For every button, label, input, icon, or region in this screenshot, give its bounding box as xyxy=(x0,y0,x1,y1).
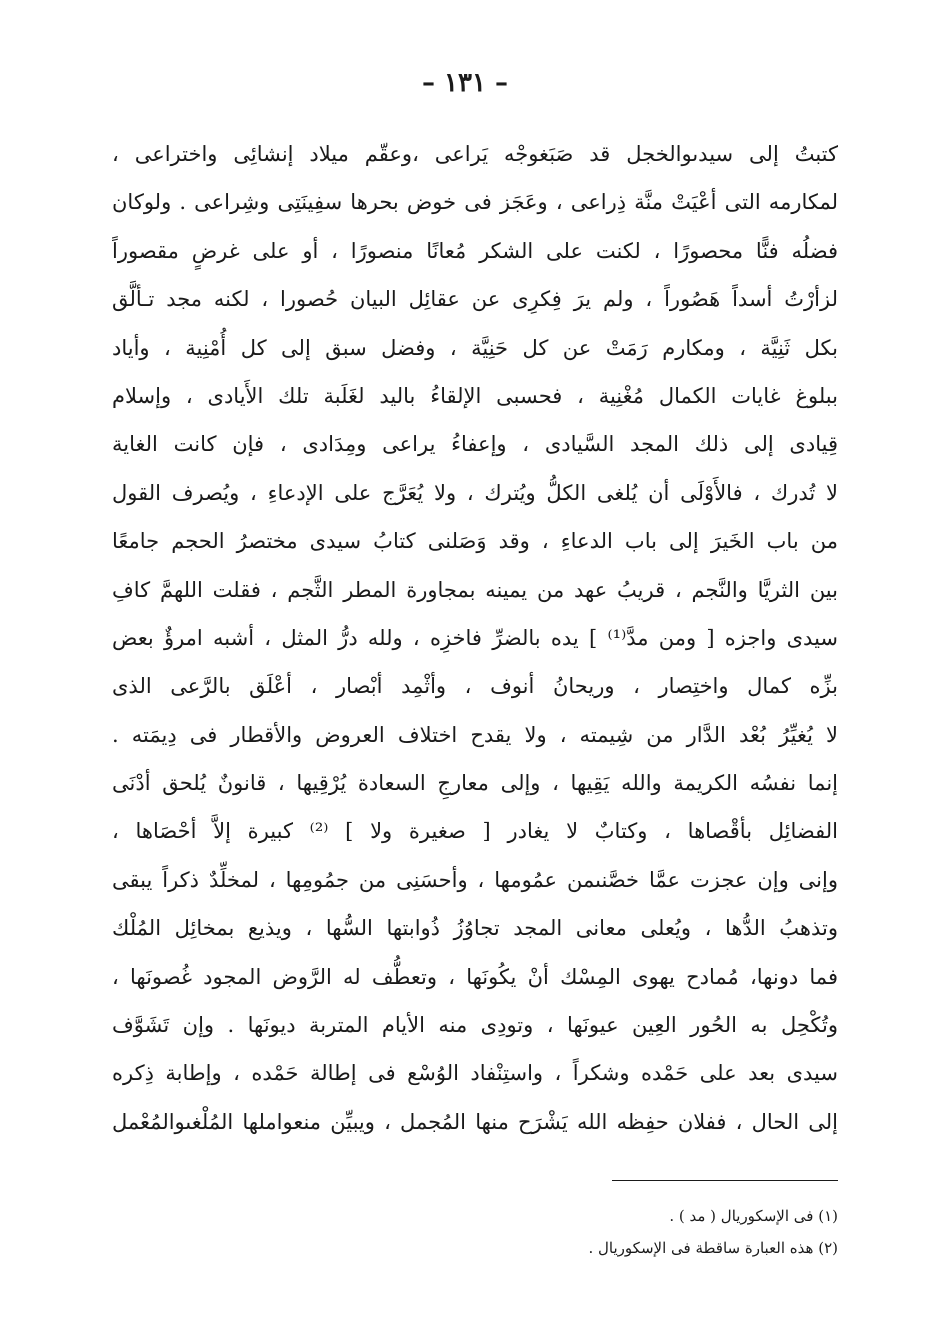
text-line-20: سيدى بعد على حَمْده وشكراً ، واستِنْفاد الوُسْع فى إطالة حَمْده ، وإطابة ذِكره xyxy=(112,1061,838,1086)
page-number: – ١٣١ – xyxy=(421,68,509,98)
text-line-19: وتُكْحِل به الحُور العِين عيونَها ، وتودِى منه الأيام المتربة ديونَها . وإن تَشَوَّف xyxy=(112,1013,838,1038)
text-line-16: وإنى وإن عجزت عمَّا خصَّنىمن عمُومها ، وأحسَنِى من جمُومِها ، لمخلِّدٌ ذكراً يبقى xyxy=(112,867,838,892)
text-line-12: بزِّه كمال واختِصار ، وريحانُ أنوف ، وأثْمِد أبْصار ، أعْلَق بالرَّعى الذى xyxy=(112,674,838,699)
text-line-14: إنما نفسُه الكريمة والله يَقِيها ، وإلى معارجِ السعادة يُرْقِيها ، قانونٌ يُلحق أدْنَى xyxy=(112,771,838,796)
footnote-divider xyxy=(612,1180,838,1181)
text-line-2: لمكارمه التى أعْيَتْ منَّة ذِراعى ، وعَجَز فى خوض بحرها سفِينَتِى وشِراعى . ولوكان xyxy=(112,190,838,215)
text-line-7: قِيادى إلى ذلك المجد السَّيادى ، وإعفاءُ يراعى ومِدَادى ، فإن كانت الغاية xyxy=(112,432,838,457)
text-line-4: لزأرْتُ أسداً هَصُوراً ، ولم يرَ فِكرِى عن عقائِل البيان حُصورا ، لكنه مجد تـألَّق xyxy=(112,287,838,312)
text-line-15: الفضائِل بأقْصاها ، وكتابٌ لا يغادر [ صغيرة ولا ] ⁽²⁾ كبيرة إلاَّ أحْصَاها ، xyxy=(112,819,838,844)
text-line-8: لا تُدرك ، فالأَوْلَى أن يُلغى الكلُّ ويُترك ، ولا يُعَرَّج على الإدعاءِ ، ويُصرف القول xyxy=(112,480,838,505)
text-line-17: وتذهبُ الدُّها ، ويُعلى معانى المجد تجاوُزُ ذُوابتها السُّها ، ويذيع بمخائِل المُلْك xyxy=(112,916,838,941)
text-line-3: فضلُه فنًّا محصورًا ، لكنت على الشكر مُعانًا منصورًا ، أو على غرضٍ مقصوراً xyxy=(112,238,838,263)
text-line-1: كتبتُ إلى سيدىوالخجل قد صَبَغوجْه يَراعى ،وعقّم ميلاد إنشائِى واختراعى ، xyxy=(112,142,838,166)
text-line-5: بكل ثَنِيَّة ، ومكارم رَمَتْ عن كل حَنِيَّة ، وفضل سبق إلى كل أُمْنِية ، وأياد xyxy=(112,335,838,360)
text-line-13: لا يُغيِّرُ بُعْد الدَّار من شِيمته ، ولا يقدح اختلاف العروض والأقطار فى دِيمَته . xyxy=(112,722,838,747)
text-line-6: ببلوغ غايات الكمال مُغْنِية ، فحسبى الإلقاءُ باليد لغَلَبة تلك الأَيادى ، وإسلام xyxy=(112,383,838,408)
text-line-9: من باب الخَيرَ إلى باب الدعاءِ ، وقد وَصَلنى كتابُ سيدى مختصرُ الحجم جامعًا xyxy=(112,529,838,554)
text-line-11: سيدى واجزه [ ومن مدَّ⁽¹⁾ ] يده بالضرِّ فاخزِه ، ولله درُّ المثل ، أشبه امرؤٌ بعض xyxy=(112,625,838,650)
footnote-1: (١) فى الإسكوريال ( مد ) . xyxy=(669,1207,838,1225)
text-line-21: إلى الحال ، ففلان حفِظه الله يَشْرَح منها المُجمل ، ويبيِّن منعواملها المُلْغىوالمُعْمل xyxy=(112,1109,838,1134)
text-line-18: فما دونها، مُمادح يهوى المِسْك أنْ يكُونَها ، وتعطُّف له الرَّوض المجود غُصونَها ، xyxy=(112,964,838,989)
footnotes xyxy=(300,1200,838,1264)
text-line-10: بين الثريَّا والنَّجم ، قريبُ عهد من يمينه بمجاورة المطر الثَّجم ، فقلت اللهمَّ كافِ xyxy=(112,577,838,602)
footnote-2: (٢) هذه العبارة ساقطة فى الإسكوريال . xyxy=(588,1239,838,1257)
body-text xyxy=(112,130,838,1146)
